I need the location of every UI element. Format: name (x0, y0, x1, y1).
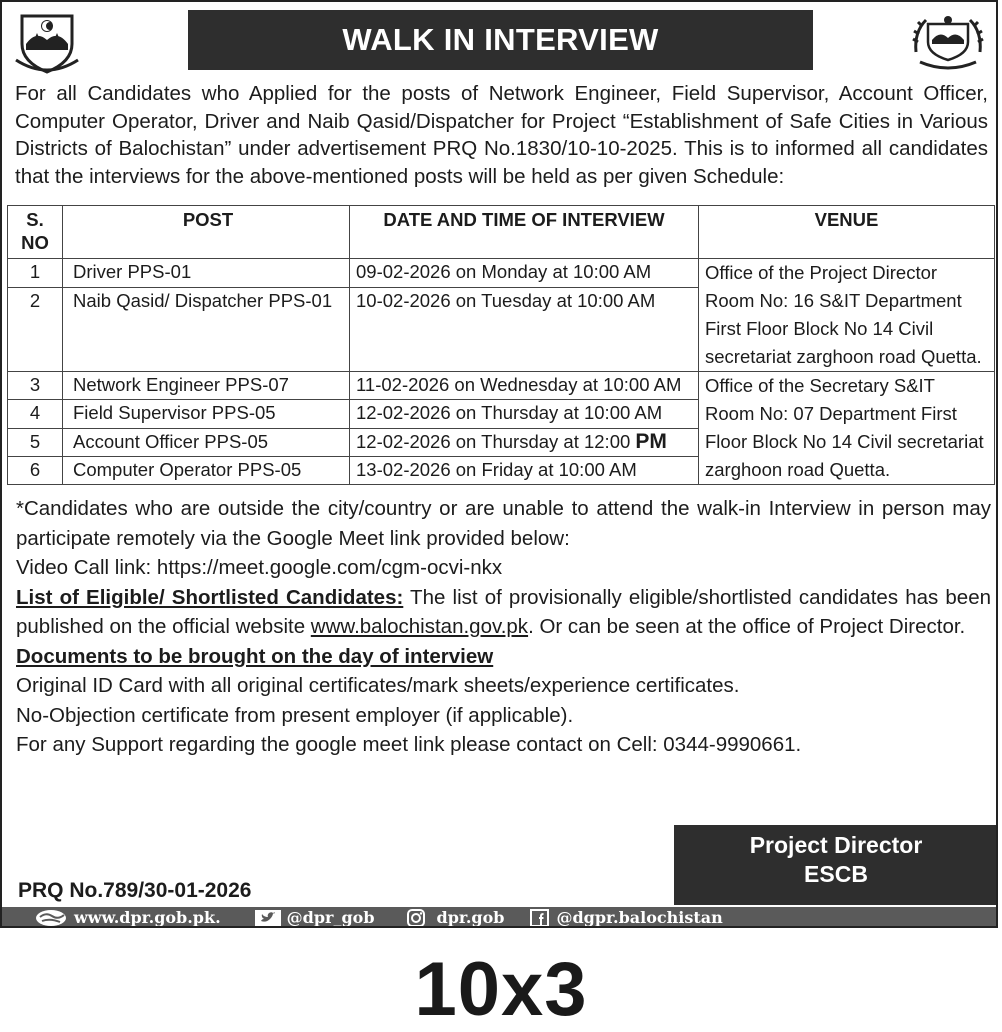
row-number: 2 (8, 287, 63, 371)
row-number: 6 (8, 456, 63, 484)
document-item: Original ID Card with all original certificates/mark sheets/experience certificates. (16, 674, 740, 697)
row-date: 13-02-2026 on Friday at 10:00 AM (350, 456, 699, 484)
table-row (8, 372, 995, 400)
table-header-row (8, 206, 995, 259)
table-row (8, 259, 995, 288)
footer-twitter[interactable] (255, 908, 375, 927)
header-venue: VENUE (699, 206, 995, 259)
ad-size-code: 10x3 (414, 947, 588, 1032)
row-post: Naib Qasid/ Dispatcher PPS-01 (63, 287, 350, 371)
header-post: POST (63, 206, 350, 259)
row-number: 5 (8, 428, 63, 456)
footer-instagram[interactable] (403, 908, 505, 927)
signature-block (674, 825, 998, 905)
header-sno: S. NO (8, 206, 63, 259)
balochistan-emblem-left-icon (12, 10, 82, 76)
prq-number: PRQ No.789/30-01-2026 (18, 879, 252, 902)
row-post: Computer Operator PPS-05 (63, 456, 350, 484)
eligible-text-after: . Or can be seen at the office of Project Director. (528, 615, 966, 638)
interview-schedule-table (7, 205, 995, 485)
signature-title: Project Director (749, 832, 923, 858)
page-title: WALK IN INTERVIEW (188, 10, 813, 70)
eligible-heading: List of Eligible/ Shortlisted Candidates: (16, 585, 404, 609)
eligible-text: The list of provisionally eligible/shortlisted candidates has been published on the official website (16, 585, 991, 638)
remote-note: *Candidates who are outside the city/country or are unable to attend the walk-in Interview in person may participate remotely via the Google Meet link provided below: (16, 497, 991, 550)
document-item: No-Objection certificate from present employer (if applicable). (16, 703, 574, 727)
support-contact: For any Support regarding the google meet link please contact on Cell: 0344-9990661. (16, 733, 802, 756)
row-post: Network Engineer PPS-07 (63, 372, 350, 400)
eligible-paragraph (16, 583, 991, 642)
row-date (350, 428, 699, 456)
row-number: 3 (8, 372, 63, 400)
globe-icon (34, 909, 68, 927)
footer-facebook-text: @dgpr.balochistan (556, 908, 723, 927)
video-call-link[interactable]: Video Call link: https://meet.google.com/cgm-ocvi-nkx (16, 556, 503, 579)
signature-org: ESCB (804, 861, 868, 887)
venue-project-director: Office of the Project Director Room No: 16 S&IT Department First Floor Block No 14 Civil secretariat zarghoon road Quetta. (699, 259, 995, 372)
row-post: Field Supervisor PPS-05 (63, 400, 350, 428)
row-date: 10-02-2026 on Tuesday at 10:00 AM (350, 287, 699, 371)
row-date-pm: PM (635, 429, 667, 453)
venue-secretary: Office of the Secretary S&IT Room No: 07 Department First Floor Block No 14 Civil secretariat zarghoon road Quetta. (699, 372, 995, 485)
facebook-icon (530, 909, 550, 927)
row-date-text: 12-02-2026 on Thursday at 12:00 (356, 430, 636, 452)
department-emblem-right-icon (910, 12, 986, 74)
footer-twitter-text: @dpr_gob (286, 908, 375, 927)
intro-paragraph: For all Candidates who Applied for the posts of Network Engineer, Field Supervisor, Account Officer, Computer Operator, Driver and Naib Qasid/Dispatcher for Project “Establishment of Safe Cities in Various Districts of Balochistan” under advertisement PRQ No.1830/10-10-2025. This is to informed all candidates that the interviews for the above-mentioned posts will be held as per given Schedule: (15, 82, 988, 188)
row-date: 09-02-2026 on Monday at 10:00 AM (350, 259, 699, 288)
documents-heading: Documents to be brought on the day of interview (16, 644, 494, 668)
website-link[interactable]: www.balochistan.gov.pk (310, 615, 529, 638)
footer-facebook[interactable] (530, 908, 722, 927)
row-post: Account Officer PPS-05 (63, 428, 350, 456)
details-section (16, 494, 991, 760)
row-date: 12-02-2026 on Thursday at 10:00 AM (350, 400, 699, 428)
row-date: 11-02-2026 on Wednesday at 10:00 AM (350, 372, 699, 400)
footer-instagram-text: dpr.gob (436, 908, 505, 927)
footer-website[interactable] (34, 908, 221, 927)
footer-website-text: www.dpr.gob.pk. (74, 908, 221, 927)
twitter-icon (255, 910, 281, 926)
footer-bar (2, 907, 998, 928)
row-post: Driver PPS-01 (63, 259, 350, 288)
row-number: 4 (8, 400, 63, 428)
header-date: DATE AND TIME OF INTERVIEW (350, 206, 699, 259)
row-number: 1 (8, 259, 63, 288)
instagram-icon (403, 909, 431, 927)
